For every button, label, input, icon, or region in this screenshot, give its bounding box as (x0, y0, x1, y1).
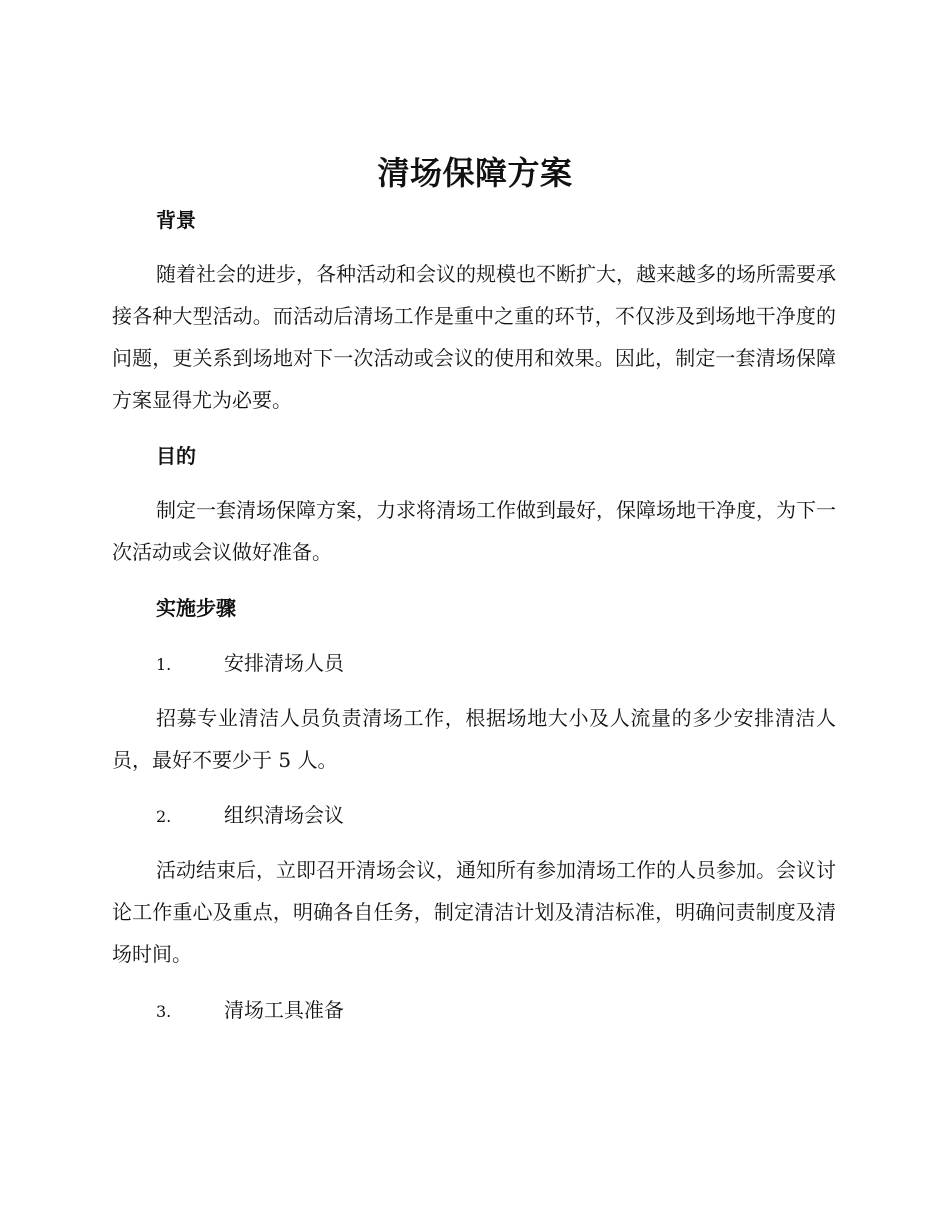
step-label: 清场工具准备 (224, 998, 344, 1022)
step-item-2 (156, 800, 344, 832)
step-label: 安排清场人员 (224, 651, 344, 675)
step-number: 1. (156, 655, 172, 674)
background-paragraph: 随着社会的进步，各种活动和会议的规模也不断扩大，越来越多的场所需要承接各种大型活动。而活动后清场工作是重中之重的环节，不仅涉及到场地干净度的问题，更关系到场地对下一次活动或会议的使用和效果。因此，制定一套清场保障方案显得尤为必要。 (112, 262, 836, 412)
section-heading-purpose: 目的 (156, 444, 196, 468)
step-2-paragraph: 活动结束后，立即召开清场会议，通知所有参加清场工作的人员参加。会议讨论工作重心及重点，明确各自任务，制定清洁计划及清洁标准，明确问责制度及清场时间。 (112, 858, 836, 966)
step-number: 3. (156, 1002, 172, 1021)
step-item-1 (156, 648, 344, 680)
step-1-paragraph: 招募专业清洁人员负责清场工作，根据场地大小及人流量的多少安排清洁人员，最好不要少于 5 人。 (112, 706, 836, 772)
section-heading-steps: 实施步骤 (156, 596, 236, 620)
purpose-paragraph: 制定一套清场保障方案，力求将清场工作做到最好，保障场地干净度，为下一次活动或会议做好准备。 (112, 498, 836, 564)
step-label: 组织清场会议 (224, 803, 344, 827)
section-heading-background: 背景 (156, 208, 196, 232)
document-title: 清场保障方案 (377, 154, 573, 192)
step-item-3 (156, 995, 344, 1027)
step-number: 2. (156, 807, 172, 826)
